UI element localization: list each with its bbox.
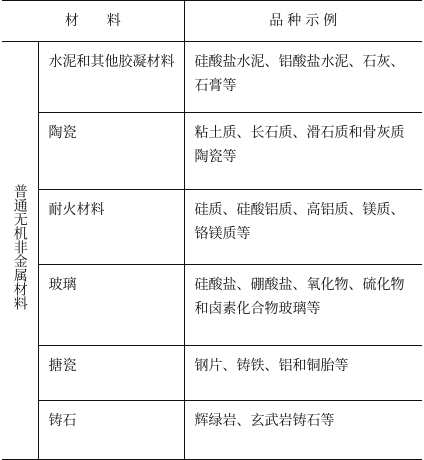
material-examples: 辉绿岩、玄武岩铸石等 <box>184 401 422 460</box>
table-row <box>2 346 422 401</box>
material-name: 水泥和其他胶凝材料 <box>38 42 184 113</box>
material-name: 陶瓷 <box>38 113 184 190</box>
material-examples: 硅酸盐、硼酸盐、氧化物、硫化物和卤素化合物玻璃等 <box>184 265 422 346</box>
table-row <box>2 265 422 346</box>
material-classification-table <box>2 0 422 460</box>
header-examples-char: 品 <box>269 13 284 29</box>
category-cell <box>2 42 38 460</box>
table-row <box>2 113 422 190</box>
table-row <box>2 190 422 265</box>
material-name: 铸石 <box>38 401 184 460</box>
header-examples-char: 例 <box>323 13 338 29</box>
header-examples <box>184 1 422 42</box>
material-examples: 钢片、铸铁、铝和铜胎等 <box>184 346 422 401</box>
table-row <box>2 42 422 113</box>
header-materials <box>2 1 184 42</box>
header-examples-char: 种 <box>287 13 302 29</box>
material-name: 耐火材料 <box>38 190 184 265</box>
material-examples: 粘土质、长石质、滑石质和骨灰质陶瓷等 <box>184 113 422 190</box>
table-row <box>2 401 422 460</box>
table-header-row <box>2 1 422 42</box>
header-materials-char: 材 <box>64 13 79 29</box>
material-name: 玻璃 <box>38 265 184 346</box>
header-materials-char: 料 <box>106 13 121 29</box>
material-name: 搪瓷 <box>38 346 184 401</box>
category-label: 普通无机非金属材料 <box>11 183 28 310</box>
header-examples-char: 示 <box>305 13 320 29</box>
material-examples: 硅酸盐水泥、铝酸盐水泥、石灰、石膏等 <box>184 42 422 113</box>
material-examples: 硅质、硅酸铝质、高铝质、镁质、铬镁质等 <box>184 190 422 265</box>
